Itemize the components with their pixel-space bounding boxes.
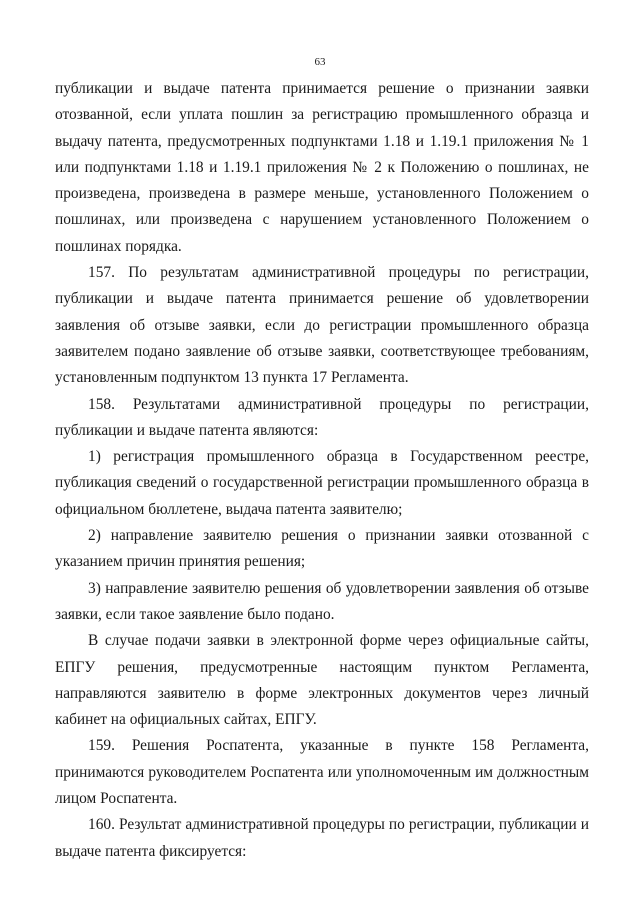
paragraph-159: 159. Решения Роспатента, указанные в пункте 158 Регламента, принимаются руководителем Роспатента или уполномоченным им должностным лицом Роспатента. <box>55 737 589 808</box>
paragraph-electronic-submission: В случае подачи заявки в электронной форме через официальные сайты, ЕПГУ решения, предусмотренные настоящим пунктом Регламента, направляются заявителю в форме электронных документов через личный кабинет на официальных сайтах, ЕПГУ. <box>55 632 589 729</box>
paragraph-158-item-3: 3) направление заявителю решения об удовлетворении заявления об отзыве заявки, если такое заявление было подано. <box>55 579 589 623</box>
paragraph-160: 160. Результат административной процедуры по регистрации, публикации и выдаче патента фиксируется: <box>55 816 589 860</box>
paragraph-continuation: публикации и выдаче патента принимается решение о признании заявки отозванной, если уплата пошлин за регистрацию промышленного образца и выдачу патента, предусмотренных подпунктами 1.18 и 1.19.1 приложения № 1 или подпунктами 1.18 и 1.19.1 приложения № 2 к Положению о пошлинах, не произведена, произведена в размере меньше, установленного Положением о пошлинах, или произведена с нарушением установленного Положением о пошлинах порядка. <box>55 80 589 255</box>
paragraph-158: 158. Результатами административной процедуры по регистрации, публикации и выдаче патента являются: <box>55 395 589 439</box>
paragraph-158-item-1: 1) регистрация промышленного образца в Государственном реестре, публикация сведений о государственной регистрации промышленного образца в официальном бюллетене, выдача патента заявителю; <box>55 448 589 518</box>
paragraph-157: 157. По результатам административной процедуры по регистрации, публикации и выдаче патента принимается решение об удовлетворении заявления об отзыве заявки, если до регистрации промышленного образца заявителем подано заявление об отзыве заявки, соответствующее требованиям, установленным подпунктом 13 пункта 17 Регламента. <box>55 264 589 387</box>
paragraph-158-item-2: 2) направление заявителю решения о признании заявки отозванной с указанием причин принятия решения; <box>55 527 589 571</box>
document-body <box>55 76 589 865</box>
page-number: 63 <box>314 56 326 68</box>
